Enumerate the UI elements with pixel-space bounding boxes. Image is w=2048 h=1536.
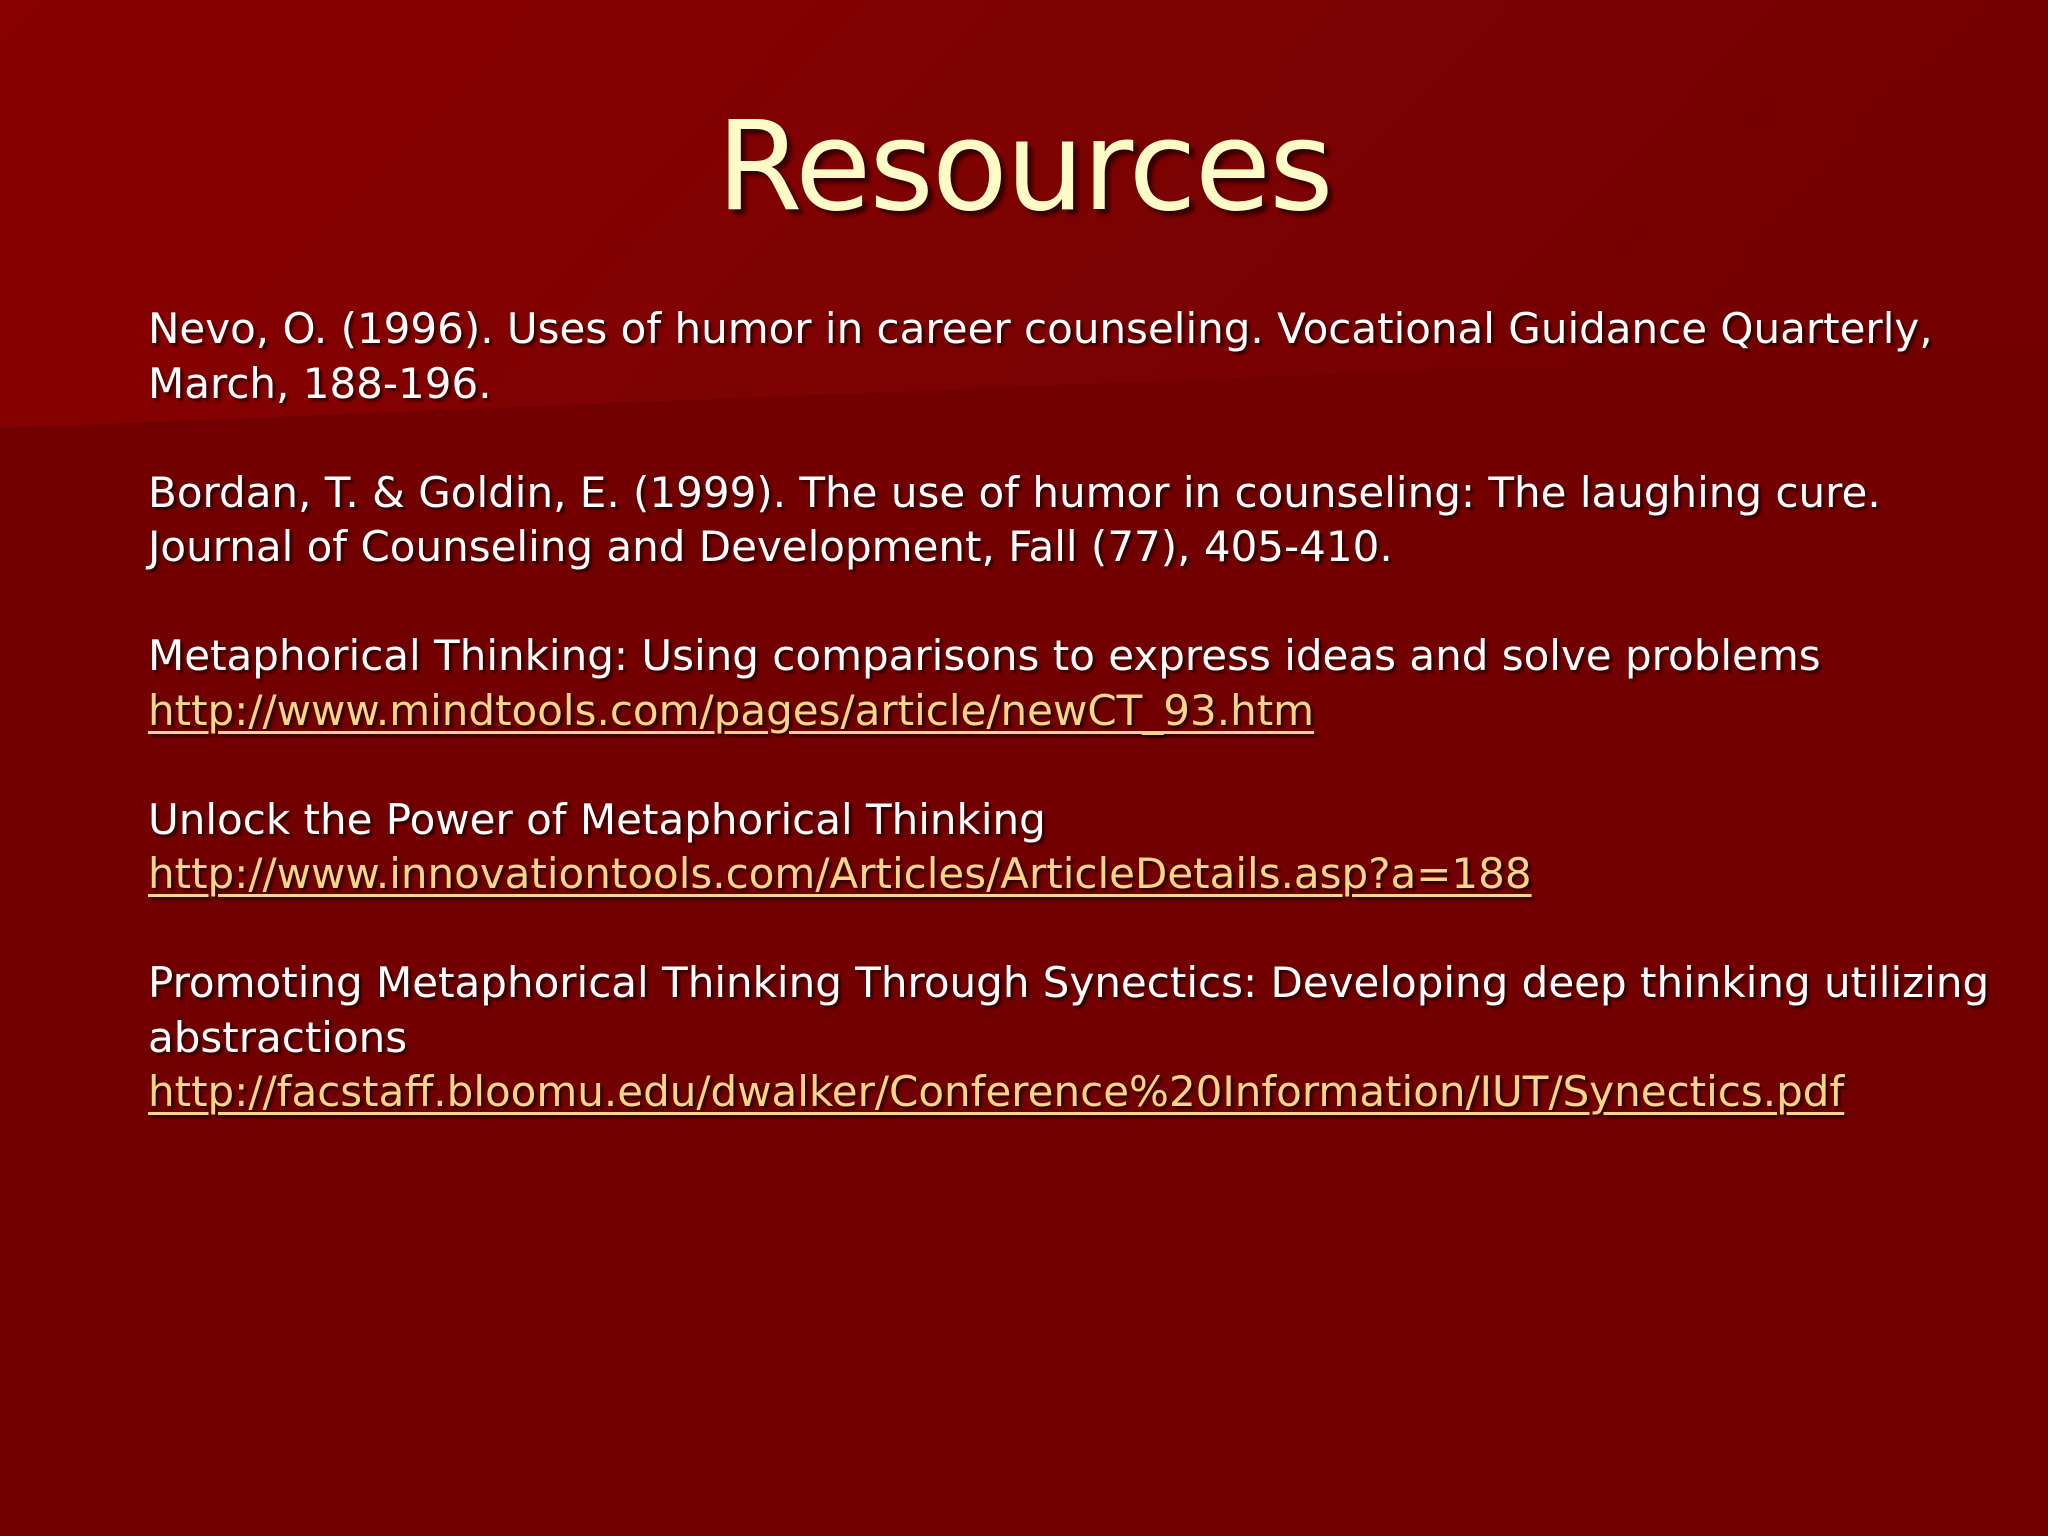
reference-item (148, 956, 2008, 1120)
reference-text: Bordan, T. & Goldin, E. (1999). The use of humor in counseling: The laughing cure. Journal of Counseling and Development, Fall (77), 405-410. (148, 467, 1881, 571)
reference-text: Unlock the Power of Metaphorical Thinking (148, 794, 1046, 844)
reference-text: Promoting Metaphorical Thinking Through Synectics: Developing deep thinking utilizing abstractions (148, 958, 1990, 1062)
reference-link-innovationtools[interactable]: http://www.innovationtools.com/Articles/ArticleDetails.asp?a=188 (148, 849, 1532, 898)
reference-text: Metaphorical Thinking: Using comparisons to express ideas and solve problems (148, 631, 1821, 680)
reference-link-mindtools[interactable]: http://www.mindtools.com/pages/article/newCT_93.htm (148, 685, 1315, 735)
reference-item (148, 793, 2008, 902)
reference-item (148, 629, 2008, 738)
references-list (148, 302, 2008, 1174)
reference-link-synectics-pdf[interactable]: http://facstaff.bloomu.edu/dwalker/Conference%20Information/IUT/Synectics.pdf (148, 1067, 1845, 1116)
reference-text: Nevo, O. (1996). Uses of humor in career counseling. Vocational Guidance Quarterly, March, 188-196. (148, 304, 1933, 408)
page-title: Resources (716, 95, 1332, 239)
reference-item (148, 302, 2008, 411)
reference-item (148, 466, 2008, 575)
